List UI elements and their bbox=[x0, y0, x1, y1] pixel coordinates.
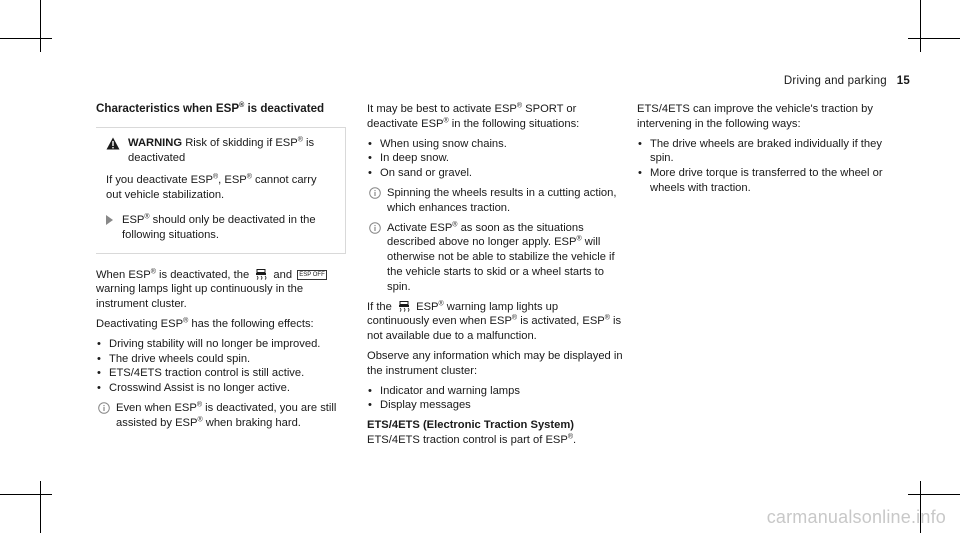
column-3 bbox=[637, 102, 899, 201]
ets-heading: ETS/4ETS (Electronic Traction System) bbox=[367, 419, 575, 432]
warning-paragraph: If you deactivate ESP®, ESP® cannot carry out vehicle stabilization. bbox=[106, 173, 317, 202]
info-note bbox=[367, 221, 623, 295]
arrow-right-icon bbox=[106, 215, 113, 225]
effects-list bbox=[96, 337, 346, 396]
column-2 bbox=[367, 102, 623, 453]
warning-text: Risk of skidding if ESP® is deactivated bbox=[128, 136, 315, 164]
paragraph-text: If the bbox=[367, 300, 392, 313]
list-item: • The drive wheels are braked individually if they spin. bbox=[637, 137, 899, 167]
esp-off-car-icon bbox=[254, 269, 268, 280]
esp-car-icon bbox=[397, 301, 411, 312]
list-item: • Display messages bbox=[367, 398, 623, 413]
paragraph-when-deactivated bbox=[96, 268, 346, 312]
info-note bbox=[367, 186, 623, 216]
crop-mark bbox=[0, 38, 52, 39]
paragraph-text: and bbox=[273, 268, 293, 281]
crop-mark bbox=[0, 494, 52, 495]
info-icon bbox=[96, 402, 112, 414]
crop-mark bbox=[908, 494, 960, 495]
watermark: carmanualsonline.info bbox=[766, 507, 946, 528]
warning-triangle-icon bbox=[106, 137, 120, 150]
paragraph-best: It may be best to activate ESP® SPORT or deactivate ESP® in the following situations: bbox=[367, 102, 580, 130]
list-item: • On sand or gravel. bbox=[367, 166, 623, 181]
crop-mark bbox=[40, 481, 41, 533]
info-note-text: Spinning the wheels results in a cutting action, which enhances traction. bbox=[387, 186, 617, 214]
paragraph-intro: ETS/4ETS can improve the vehicle's traction by intervening in the following ways: bbox=[637, 103, 873, 130]
list-item: • More drive torque is transferred to the wheel or wheels with traction. bbox=[637, 166, 899, 196]
section-title: Driving and parking bbox=[783, 75, 887, 87]
list-item: • Crosswind Assist is no longer active. bbox=[96, 381, 346, 396]
list-item: • When using snow chains. bbox=[367, 137, 623, 152]
info-note-text: Even when ESP® is deactivated, you are still assisted by ESP® when braking hard. bbox=[116, 401, 337, 429]
warning-action-text: ESP® should only be deactivated in the following situations. bbox=[122, 213, 316, 241]
warning-box bbox=[96, 127, 346, 254]
section-heading: Characteristics when ESP® is deactivated bbox=[96, 102, 325, 115]
paragraph-effects: Deactivating ESP® has the following effects: bbox=[96, 317, 314, 330]
warning-action bbox=[106, 213, 335, 243]
paragraph-malfunction bbox=[367, 300, 623, 344]
crop-mark bbox=[40, 0, 41, 52]
list-item: • In deep snow. bbox=[367, 151, 623, 166]
crop-mark bbox=[908, 38, 960, 39]
list-item: • Driving stability will no longer be improved. bbox=[96, 337, 346, 352]
paragraph-text: warning lamps light up continuously in the instrument cluster. bbox=[96, 283, 304, 311]
ets-paragraph: ETS/4ETS traction control is part of ESP®. bbox=[367, 433, 577, 446]
paragraph-observe: Observe any information which may be displayed in the instrument cluster: bbox=[367, 349, 623, 377]
ways-list bbox=[637, 137, 899, 196]
page-header bbox=[784, 74, 910, 89]
warning-text-block bbox=[128, 136, 335, 166]
list-item: • ETS/4ETS traction control is still active. bbox=[96, 366, 346, 381]
info-icon bbox=[367, 222, 383, 234]
observe-list bbox=[367, 384, 623, 414]
column-1 bbox=[96, 102, 346, 436]
paragraph-text: When ESP® is deactivated, the bbox=[96, 267, 250, 281]
info-note bbox=[96, 401, 346, 431]
situations-list bbox=[367, 137, 623, 181]
list-item: • The drive wheels could spin. bbox=[96, 352, 346, 367]
crop-mark bbox=[920, 0, 921, 52]
warning-line bbox=[106, 136, 335, 166]
info-note-text: Activate ESP® as soon as the situations described above no longer apply. ESP® will otherwise not be able to stabilize the vehicle if the vehicle starts to skid or a wheel starts to spin. bbox=[387, 220, 615, 293]
esp-off-text-icon: ESP OFF bbox=[299, 271, 325, 278]
page-number: 15 bbox=[896, 75, 910, 87]
paragraph-text: ESP® warning lamp lights up continuously even when ESP® is activated, ESP® is not available due to a malfunction. bbox=[367, 299, 622, 343]
warning-label: WARNING bbox=[128, 136, 183, 149]
list-item: • Indicator and warning lamps bbox=[367, 384, 623, 399]
info-icon bbox=[367, 187, 383, 199]
